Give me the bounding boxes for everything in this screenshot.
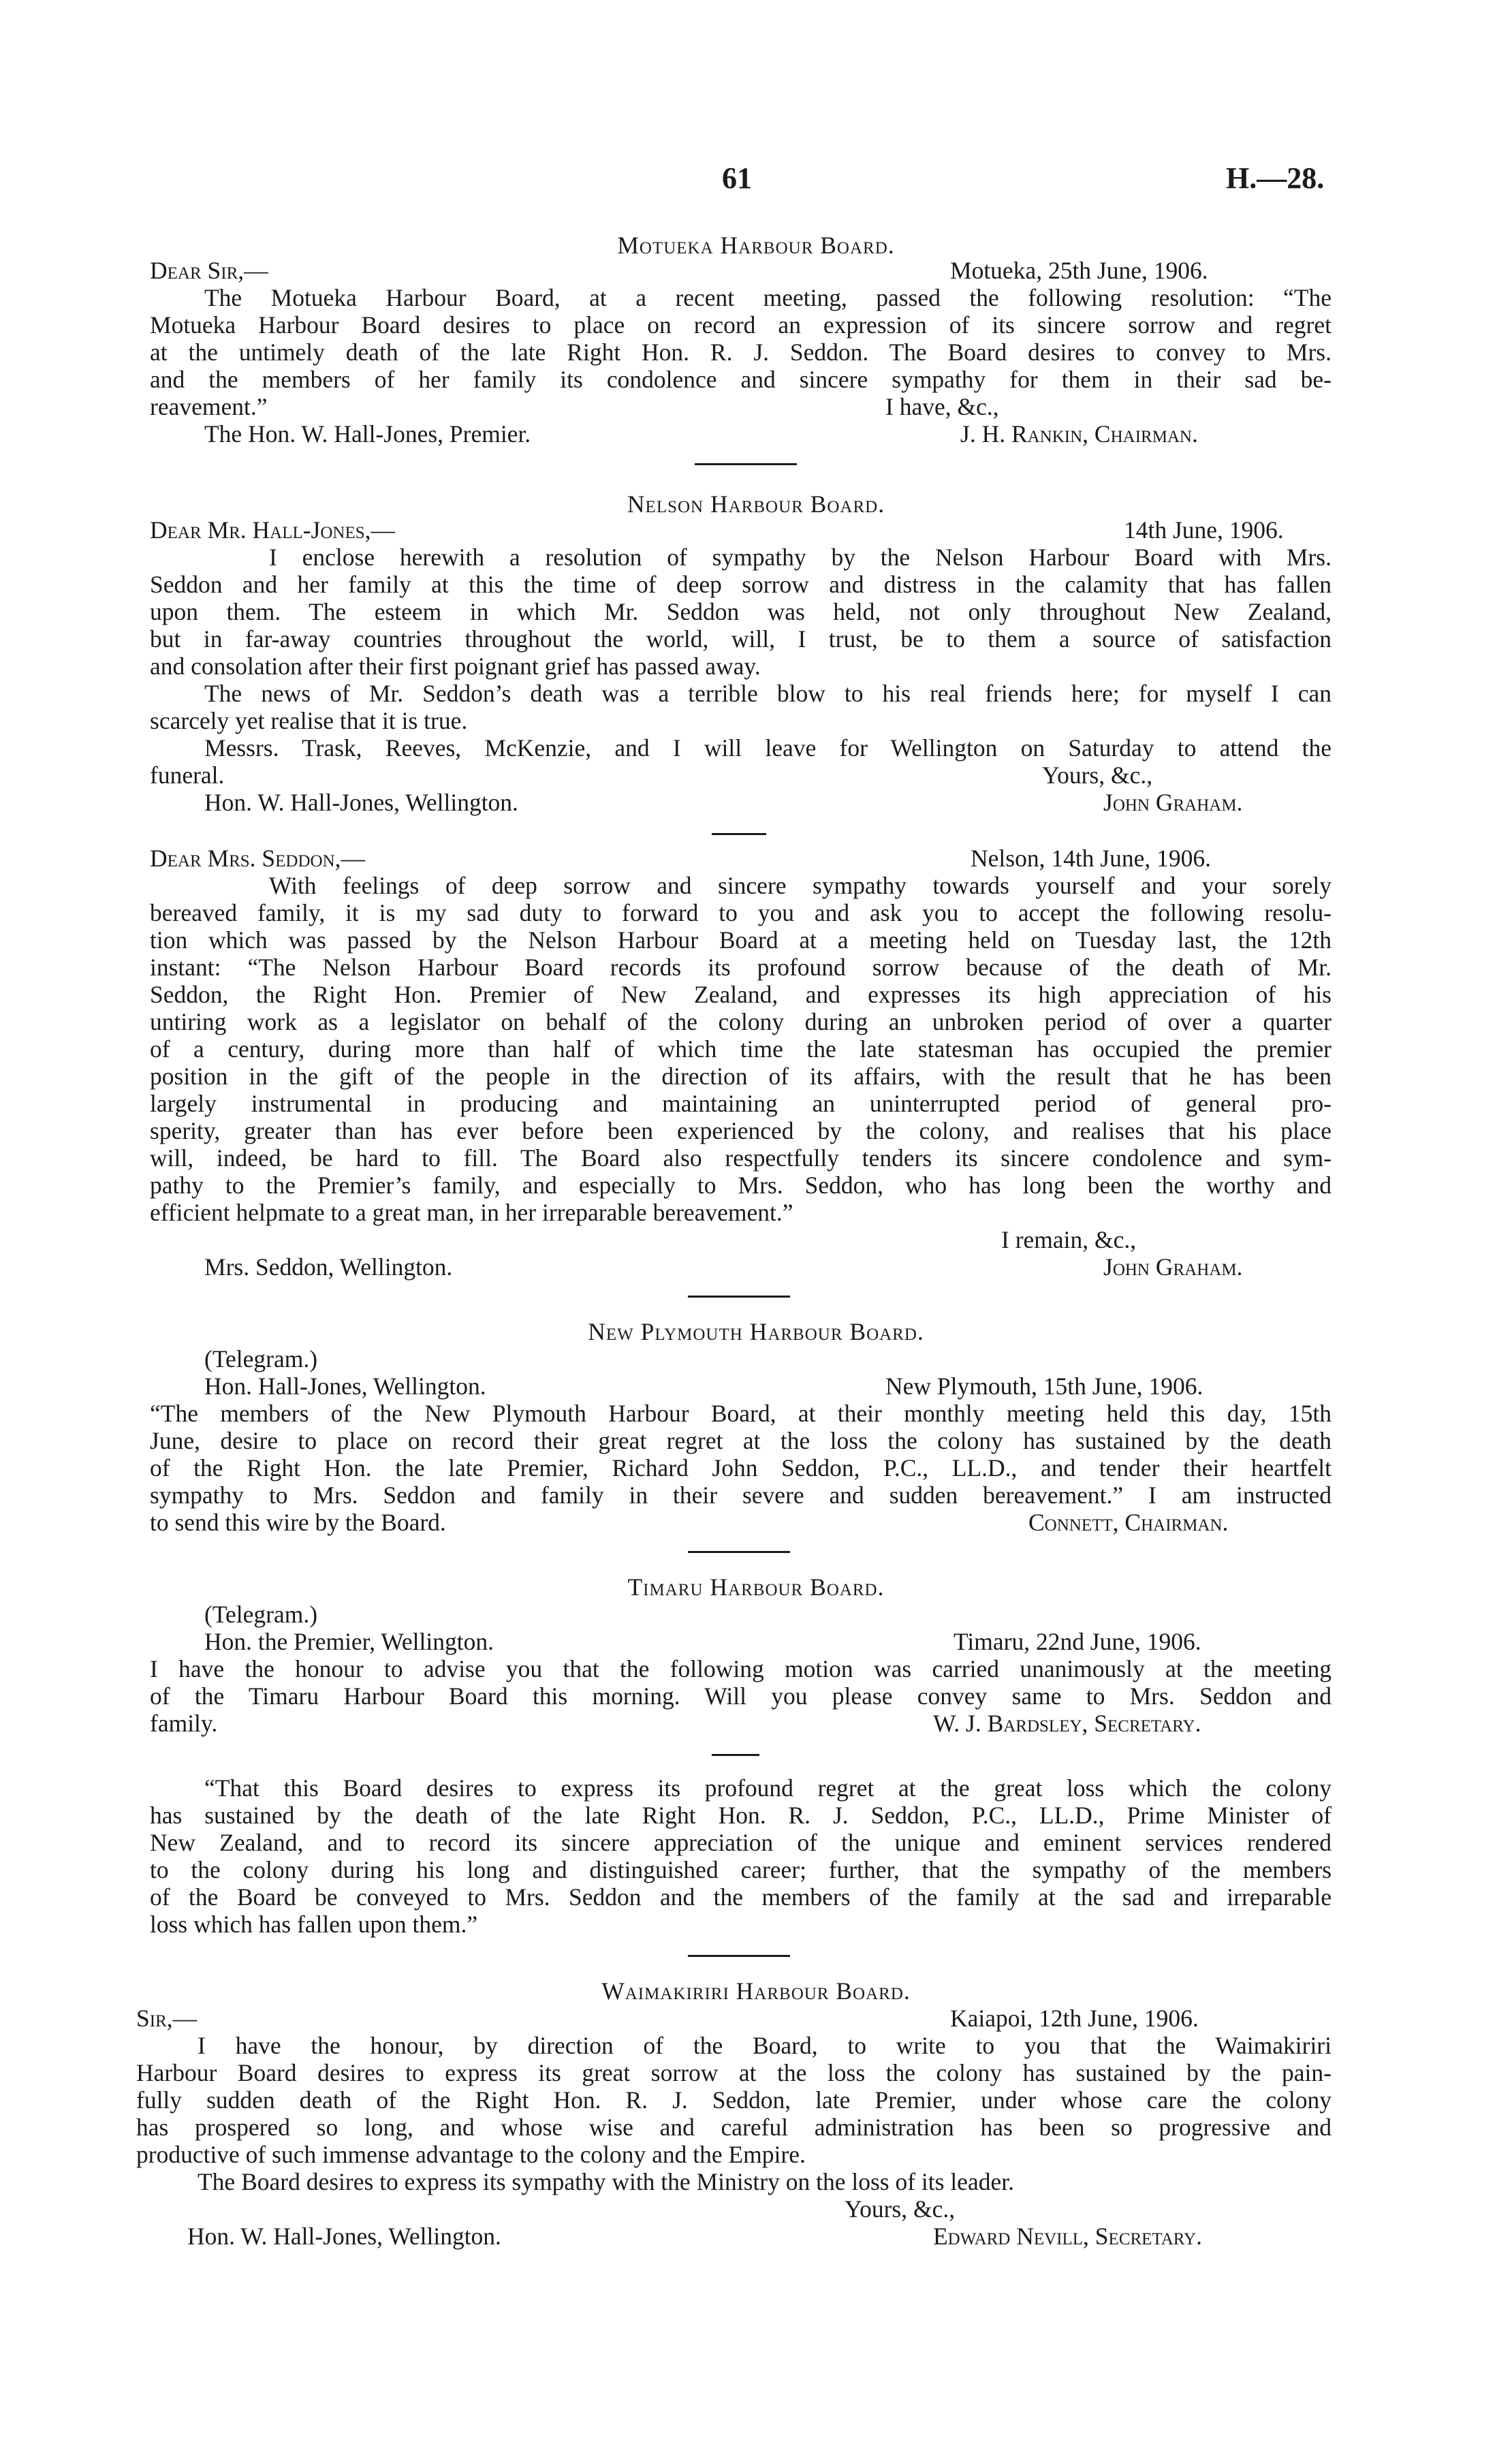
- section-heading: Nelson Harbour Board.: [627, 490, 885, 518]
- salutation: Dear Sir,—: [150, 257, 268, 284]
- resolution-line: to the colony during his long and distinguished career; further, that the sympathy of the members: [150, 1856, 1332, 1883]
- signature: John Graham.: [1103, 1253, 1243, 1281]
- body-line: sperity, greater than has ever before been experienced by the colony, and realises that his place: [150, 1117, 1332, 1144]
- body-line: reavement.”: [150, 393, 268, 420]
- resolution-line: New Zealand, and to record its sincere appreciation of the unique and eminent services rendered: [150, 1829, 1332, 1856]
- body-line: largely instrumental in producing and maintaining an uninterrupted period of general pro-: [150, 1090, 1332, 1117]
- signature: John Graham.: [1103, 789, 1243, 816]
- salutation: Sir,—: [136, 2005, 198, 2032]
- body-line: “The members of the New Plymouth Harbour Board, at their monthly meeting held this day, 15th: [150, 1400, 1332, 1427]
- body-line: and consolation after their first poignant grief has passed away.: [150, 653, 761, 680]
- signature: Connett, Chairman.: [1028, 1509, 1229, 1536]
- place-date: Timaru, 22nd June, 1906.: [954, 1628, 1201, 1655]
- body-line: With feelings of deep sorrow and sincere sympathy towards yourself and your sorely: [269, 872, 1332, 899]
- section-divider: [712, 833, 766, 835]
- section-divider: [688, 1955, 790, 1957]
- body-line: The Motueka Harbour Board, at a recent meeting, passed the following resolution: “The: [204, 284, 1332, 311]
- body-line: sympathy to Mrs. Seddon and family in their severe and sudden bereavement.” I am instructed: [150, 1481, 1332, 1509]
- body-line: scarcely yet realise that it is true.: [150, 707, 468, 734]
- section-heading: Waimakiriri Harbour Board.: [601, 1977, 911, 2005]
- body-line: of the Timaru Harbour Board this morning. Will you please convey same to Mrs. Seddon and: [150, 1682, 1332, 1710]
- body-line: family.: [150, 1710, 218, 1737]
- body-line: pathy to the Premier’s family, and especially to Mrs. Seddon, who has long been the worthy and: [150, 1172, 1332, 1199]
- body-line: efficient helpmate to a great man, in her irreparable bereavement.”: [150, 1199, 793, 1226]
- body-line: I have the honour to advise you that the following motion was carried unanimously at the meeting: [150, 1655, 1332, 1682]
- telegram-note: (Telegram.): [204, 1601, 318, 1628]
- signature: Edward Nevill, Secretary.: [933, 2223, 1202, 2250]
- place-date: Nelson, 14th June, 1906.: [971, 845, 1212, 872]
- body-line: The Board desires to express its sympathy with the Ministry on the loss of its leader.: [198, 2168, 1014, 2195]
- section-heading: Motueka Harbour Board.: [617, 232, 895, 259]
- section-heading: New Plymouth Harbour Board.: [588, 1318, 924, 1345]
- body-line: will, indeed, be hard to fill. The Board also respectfully tenders its sincere condolence and sym-: [150, 1144, 1332, 1172]
- telegram-note: (Telegram.): [204, 1345, 318, 1373]
- body-line: fully sudden death of the Right Hon. R. J. Seddon, late Premier, under whose care the colony: [136, 2086, 1332, 2114]
- body-line: tion which was passed by the Nelson Harbour Board at a meeting held on Tuesday last, the 12th: [150, 926, 1332, 954]
- body-line: bereaved family, it is my sad duty to forward to you and ask you to accept the following resolu-: [150, 899, 1332, 926]
- salutation: Dear Mrs. Seddon,—: [150, 845, 366, 872]
- addressee: Hon. W. Hall-Jones, Wellington.: [204, 789, 518, 816]
- body-line: at the untimely death of the late Right Hon. R. J. Seddon. The Board desires to convey to Mrs.: [150, 339, 1332, 366]
- body-line: Motueka Harbour Board desires to place on record an expression of its sincere sorrow and regret: [150, 311, 1332, 339]
- section-divider: [688, 1296, 790, 1298]
- closing: I remain, &c.,: [1001, 1226, 1137, 1253]
- body-line: June, desire to place on record their great regret at the loss the colony has sustained by the death: [150, 1427, 1332, 1454]
- signature: W. J. Bardsley, Secretary.: [933, 1710, 1201, 1737]
- document-code: H.—28.: [1226, 161, 1325, 195]
- body-line: of the Right Hon. the late Premier, Richard John Seddon, P.C., LL.D., and tender their heartfelt: [150, 1454, 1332, 1481]
- addressee: Hon. the Premier, Wellington.: [204, 1628, 494, 1655]
- body-line: Messrs. Trask, Reeves, McKenzie, and I will leave for Wellington on Saturday to attend the: [204, 734, 1332, 762]
- salutation: Dear Mr. Hall-Jones,—: [150, 516, 396, 544]
- section-divider: [712, 1754, 759, 1756]
- body-line: to send this wire by the Board.: [150, 1509, 446, 1536]
- body-line: Seddon and her family at this the time of deep sorrow and distress in the calamity that has fallen: [150, 571, 1332, 598]
- body-line: I enclose herewith a resolution of sympathy by the Nelson Harbour Board with Mrs.: [269, 544, 1332, 571]
- body-line: funeral.: [150, 762, 225, 789]
- body-line: instant: “The Nelson Harbour Board records its profound sorrow because of the death of Mr.: [150, 954, 1332, 981]
- resolution-line: of the Board be conveyed to Mrs. Seddon and the members of the family at the sad and irreparable: [150, 1883, 1332, 1911]
- resolution-line: loss which has fallen upon them.”: [150, 1911, 478, 1938]
- closing: Yours, &c.,: [1042, 762, 1153, 789]
- body-line: productive of such immense advantage to the colony and the Empire.: [136, 2141, 806, 2168]
- body-line: but in far-away countries throughout the world, will, I trust, be to them a source of satisfaction: [150, 625, 1332, 653]
- body-line: The news of Mr. Seddon’s death was a terrible blow to his real friends here; for myself I can: [204, 680, 1332, 707]
- place-date: New Plymouth, 15th June, 1906.: [885, 1373, 1203, 1400]
- section-heading: Timaru Harbour Board.: [627, 1573, 885, 1601]
- body-line: and the members of her family its condolence and sincere sympathy for them in their sad be-: [150, 366, 1332, 393]
- resolution-line: “That this Board desires to express its profound regret at the great loss which the colony: [204, 1774, 1332, 1802]
- place-date: 14th June, 1906.: [1124, 516, 1284, 544]
- body-line: I have the honour, by direction of the Board, to write to you that the Waimakiriri: [198, 2032, 1332, 2059]
- body-line: position in the gift of the people in the direction of its affairs, with the result that he has been: [150, 1063, 1332, 1090]
- closing: I have, &c.,: [885, 393, 999, 420]
- signature: J. H. Rankin, Chairman.: [960, 420, 1198, 448]
- page-number: 61: [722, 161, 752, 195]
- body-line: of a century, during more than half of which time the late statesman has occupied the premier: [150, 1035, 1332, 1063]
- resolution-line: has sustained by the death of the late Right Hon. R. J. Seddon, P.C., LL.D., Prime Minister of: [150, 1802, 1332, 1829]
- closing: Yours, &c.,: [845, 2195, 956, 2223]
- body-line: Harbour Board desires to express its great sorrow at the loss the colony has sustained by the pain-: [136, 2059, 1332, 2086]
- body-line: untiring work as a legislator on behalf of the colony during an unbroken period of over a quarter: [150, 1008, 1332, 1035]
- addressee: Hon. W. Hall-Jones, Wellington.: [187, 2223, 501, 2250]
- body-line: upon them. The esteem in which Mr. Seddon was held, not only throughout New Zealand,: [150, 598, 1332, 625]
- addressee: Mrs. Seddon, Wellington.: [204, 1253, 453, 1281]
- section-divider: [695, 463, 797, 465]
- addressee: Hon. Hall-Jones, Wellington.: [204, 1373, 486, 1400]
- place-date: Kaiapoi, 12th June, 1906.: [950, 2005, 1199, 2032]
- addressee: The Hon. W. Hall-Jones, Premier.: [204, 420, 531, 448]
- section-divider: [688, 1551, 790, 1553]
- body-line: has prospered so long, and whose wise and careful administration has been so progressive and: [136, 2114, 1332, 2141]
- place-date: Motueka, 25th June, 1906.: [950, 257, 1208, 284]
- body-line: Seddon, the Right Hon. Premier of New Zealand, and expresses its high appreciation of his: [150, 981, 1332, 1008]
